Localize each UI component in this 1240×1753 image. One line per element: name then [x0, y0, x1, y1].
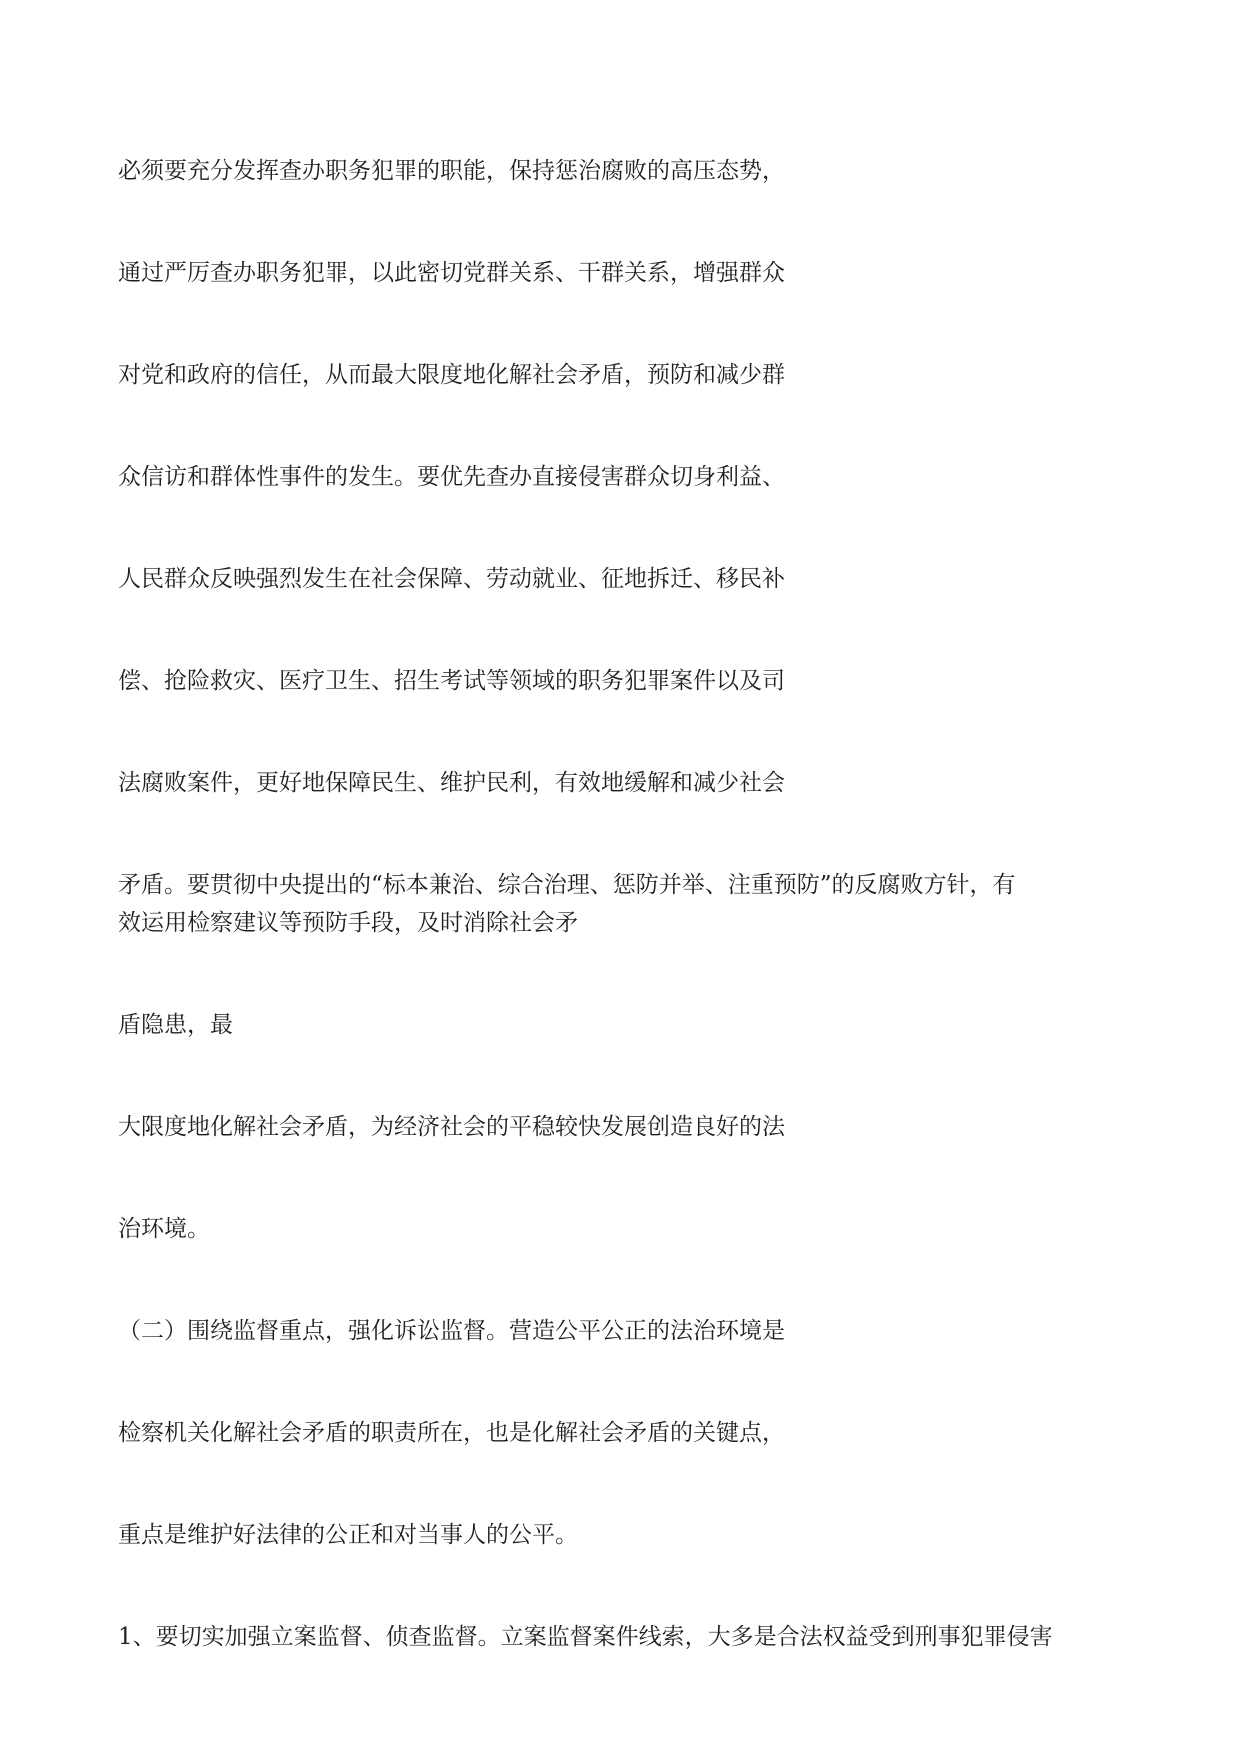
text-line: 必须要充分发挥查办职务犯罪的职能，保持惩治腐败的高压态势，: [118, 158, 785, 184]
text-line: 效运用检察建议等预防手段，及时消除社会矛: [118, 910, 578, 936]
section-heading-line: （二）围绕监督重点，强化诉讼监督。营造公平公正的法治环境是: [118, 1318, 785, 1344]
text-line: 治环境。: [118, 1216, 210, 1242]
text-line: 对党和政府的信任，从而最大限度地化解社会矛盾，预防和减少群: [118, 362, 785, 388]
text-line: 法腐败案件，更好地保障民生、维护民利，有效地缓解和减少社会: [118, 770, 785, 796]
text-line: 大限度地化解社会矛盾，为经济社会的平稳较快发展创造良好的法: [118, 1114, 785, 1140]
text-line: 众信访和群体性事件的发生。要优先查办直接侵害群众切身利益、: [118, 464, 785, 490]
text-line: 检察机关化解社会矛盾的职责所在，也是化解社会矛盾的关键点，: [118, 1420, 785, 1446]
text-line: 人民群众反映强烈发生在社会保障、劳动就业、征地拆迁、移民补: [118, 566, 785, 592]
text-line: 重点是维护好法律的公正和对当事人的公平。: [118, 1522, 578, 1548]
text-line: 偿、抢险救灾、医疗卫生、招生考试等领域的职务犯罪案件以及司: [118, 668, 785, 694]
text-line: 盾隐患，最: [118, 1012, 233, 1038]
text-line: 矛盾。要贯彻中央提出的“标本兼治、综合治理、惩防并举、注重预防”的反腐败方针，有: [118, 872, 1016, 898]
text-line: 通过严厉查办职务犯罪，以此密切党群关系、干群关系，增强群众: [118, 260, 785, 286]
numbered-item-line: 1、要切实加强立案监督、侦查监督。立案监督案件线索，大多是合法权益受到刑事犯罪侵害: [118, 1624, 1053, 1650]
